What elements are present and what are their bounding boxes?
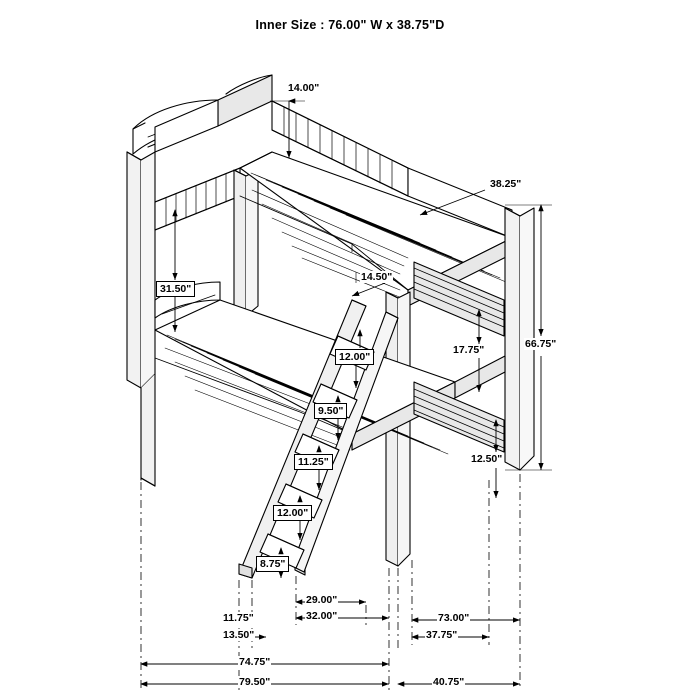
dimension-label: 8.75" (256, 556, 289, 572)
dimension-label: 66.75" (525, 338, 557, 350)
page-title: Inner Size : 76.00" W x 38.75"D (255, 18, 445, 32)
dimension-label: 79.50" (239, 676, 271, 688)
dimension-label: 17.75" (453, 344, 485, 356)
dimension-label: 9.50" (314, 403, 347, 419)
dimension-label: 32.00" (306, 610, 338, 622)
dimension-label: 38.25" (490, 178, 522, 190)
dimension-label: 40.75" (433, 676, 465, 688)
dimension-label: 11.75" (223, 612, 254, 624)
dimension-label: 12.00" (335, 349, 374, 365)
dimension-label: 31.50" (156, 281, 195, 297)
dimension-label: 14.00" (288, 82, 320, 94)
dimension-label: 11.25" (294, 454, 333, 470)
dimension-label: 14.50" (361, 271, 393, 283)
dimension-label: 73.00" (438, 612, 470, 624)
dimension-label: 37.75" (426, 629, 458, 641)
dimension-label: 13.50" (223, 629, 255, 641)
dimension-label: 12.50" (471, 453, 503, 465)
dimension-label: 74.75" (239, 656, 271, 668)
dimension-label: 29.00" (306, 594, 338, 606)
dimension-label: 12.00" (273, 505, 312, 521)
